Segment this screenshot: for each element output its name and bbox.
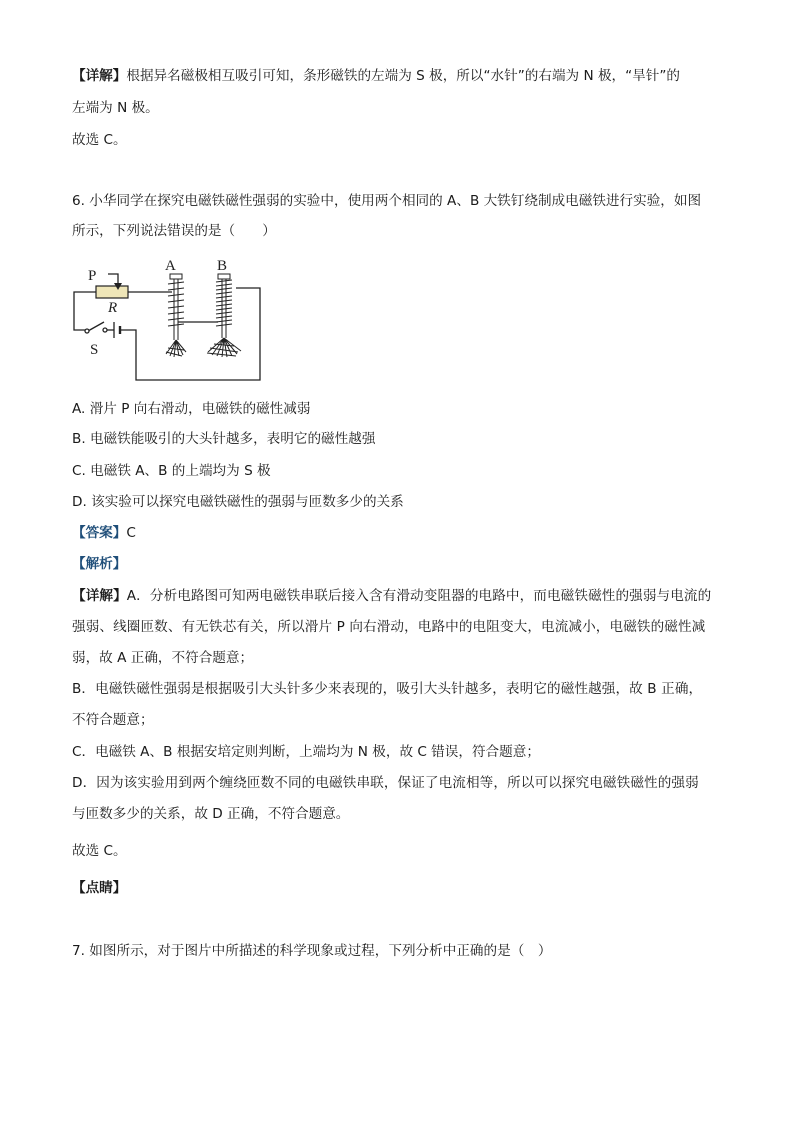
q6-answer — [72, 524, 136, 542]
q6-analysis-tag — [72, 555, 126, 573]
q6-option-c: C. 电磁铁 A、B 的上端均为 S 极 — [72, 463, 271, 479]
q7-stem: 7. 如图所示，对于图片中所描述的科学现象或过程，下列分析中正确的是（ ） — [72, 943, 552, 959]
q6-option-d: D. 该实验可以探究电磁铁磁性的强弱与匝数多少的关系 — [72, 494, 404, 510]
q6-option-a: A. 滑片 P 向右滑动，电磁铁的磁性减弱 — [72, 401, 311, 417]
q6-stem-line-1: 6. 小华同学在探究电磁铁磁性强弱的实验中，使用两个相同的 A、B 大铁钉绕制成电磁铁进行实验，如图 — [72, 193, 702, 209]
analysis-tag: 【解析】 — [72, 556, 127, 572]
q5-choice: 故选 C。 — [72, 132, 127, 148]
rheostat-body — [96, 286, 128, 298]
q6-option-b: B. 电磁铁能吸引的大头针越多，表明它的磁性越强 — [72, 431, 376, 447]
circuit-diagram — [66, 252, 266, 384]
q5-detail-text-1: 根据异名磁极相互吸引可知，条形磁铁的左端为 S 极，所以“水针”的右端为 N 极，“旱针”的 — [126, 68, 680, 84]
q6-detail-line-5: 不符合题意； — [72, 712, 154, 728]
q6-detail-line-1 — [72, 587, 711, 605]
q6-detail-line-7: D．因为该实验用到两个缠绕匝数不同的电磁铁串联，保证了电流相等，所以可以探究电磁铁磁性的强弱 — [72, 775, 699, 791]
q5-detail-line-1 — [72, 67, 680, 85]
detail-tag: 【详解】 — [72, 588, 127, 604]
label-p: P — [88, 268, 97, 284]
label-s: S — [90, 342, 99, 358]
label-a: A — [165, 258, 176, 274]
q6-detail-line-4: B．电磁铁磁性强弱是根据吸引大头针多少来表现的，吸引大头针越多，表明它的磁性越强，故 B 正确， — [72, 681, 703, 697]
comment-tag: 【点睛】 — [72, 880, 127, 896]
q6-comment-tag — [72, 879, 126, 897]
q6-choice: 故选 C。 — [72, 843, 127, 859]
label-r: R — [108, 300, 118, 316]
q6-stem-line-2: 所示，下列说法错误的是（ ） — [72, 223, 276, 239]
answer-value: C — [126, 525, 136, 541]
q6-detail-line-3: 弱，故 A 正确，不符合题意； — [72, 650, 254, 666]
electromagnet-b — [207, 274, 241, 357]
label-b: B — [217, 258, 228, 274]
detail-tag: 【详解】 — [72, 68, 127, 84]
answer-tag: 【答案】 — [72, 525, 127, 541]
q6-detail-text-1: A．分析电路图可知两电磁铁串联后接入含有滑动变阻器的电路中，而电磁铁磁性的强弱与电流的 — [126, 588, 712, 604]
electromagnet-a — [166, 274, 186, 357]
q6-detail-line-6: C．电磁铁 A、B 根据安培定则判断，上端均为 N 极，故 C 错误，符合题意； — [72, 744, 540, 760]
q6-detail-line-2: 强弱、线圈匝数、有无铁芯有关，所以滑片 P 向右滑动，电路中的电阻变大，电流减小，电磁铁的磁性减 — [72, 619, 706, 635]
q5-detail-line-2: 左端为 N 极。 — [72, 100, 159, 116]
q6-detail-line-8: 与匝数多少的关系，故 D 正确，不符合题意。 — [72, 806, 350, 822]
